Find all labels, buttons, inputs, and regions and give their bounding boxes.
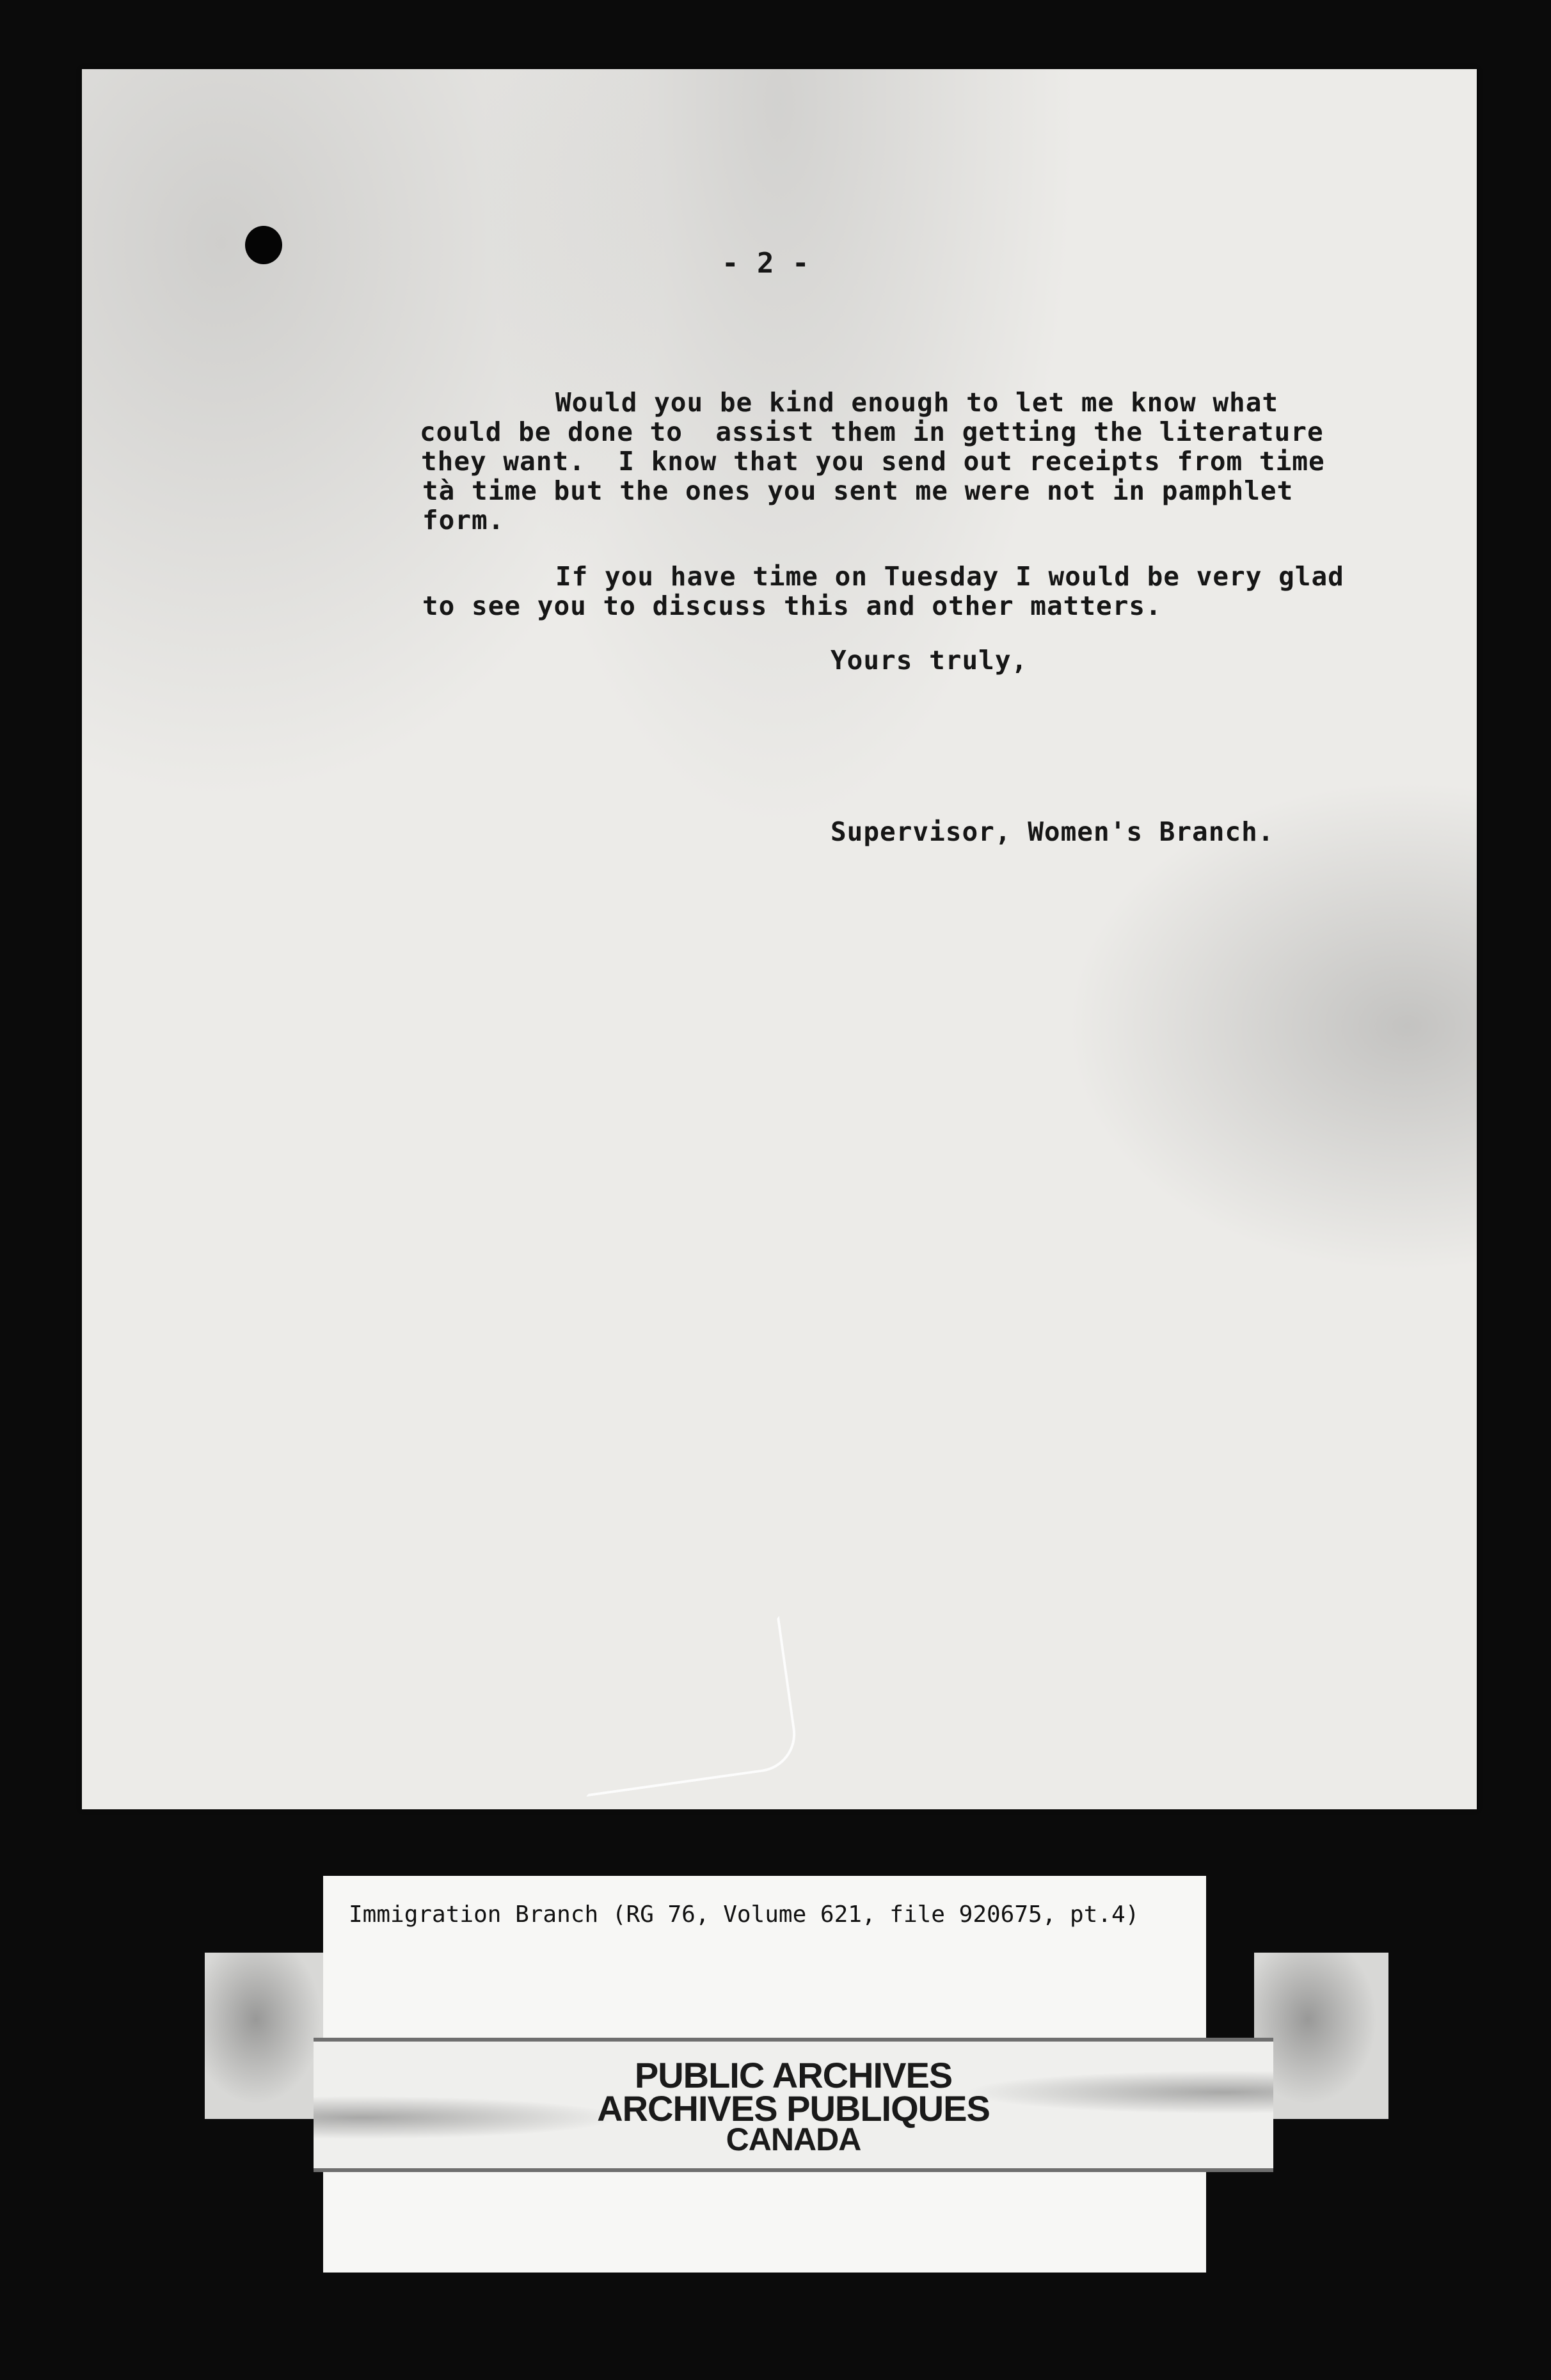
- archive-reference: Immigration Branch (RG 76, Volume 621, file 920675, pt.4): [349, 1901, 1140, 1928]
- punch-hole: [245, 226, 282, 264]
- paragraph-2: [338, 562, 1426, 621]
- paragraph-1-line-4: tà time but the ones you sent me were not in pamphlet: [422, 475, 1294, 506]
- paragraph-1-line-5: form.: [422, 505, 505, 536]
- paragraph-1-line-2: could be done to assist them in getting the literature: [420, 416, 1324, 447]
- archive-stamp: [314, 2038, 1273, 2172]
- paper-scratch: [565, 1616, 800, 1797]
- stamp-line-3: CANADA: [726, 2122, 861, 2157]
- paragraph-1: [338, 388, 1426, 535]
- label-tab-right: [1254, 1953, 1388, 2119]
- paragraph-1-line-3: they want. I know that you send out receipts from time: [421, 446, 1325, 477]
- paragraph-2-line-2: to see you to discuss this and other matters.: [422, 591, 1162, 621]
- signature-title: Supervisor, Women's Branch.: [831, 816, 1275, 847]
- stamp-line-2: ARCHIVES PUBLIQUES: [597, 2088, 990, 2129]
- stamp-line-1: PUBLIC ARCHIVES: [634, 2055, 953, 2095]
- closing: Yours truly,: [831, 645, 1028, 676]
- letter-page: [82, 69, 1477, 1809]
- paragraph-2-line-1: If you have time on Tuesday I would be very glad: [555, 561, 1344, 592]
- paragraph-1-line-1: Would you be kind enough to let me know what: [555, 387, 1279, 418]
- page-number: - 2 -: [722, 247, 810, 280]
